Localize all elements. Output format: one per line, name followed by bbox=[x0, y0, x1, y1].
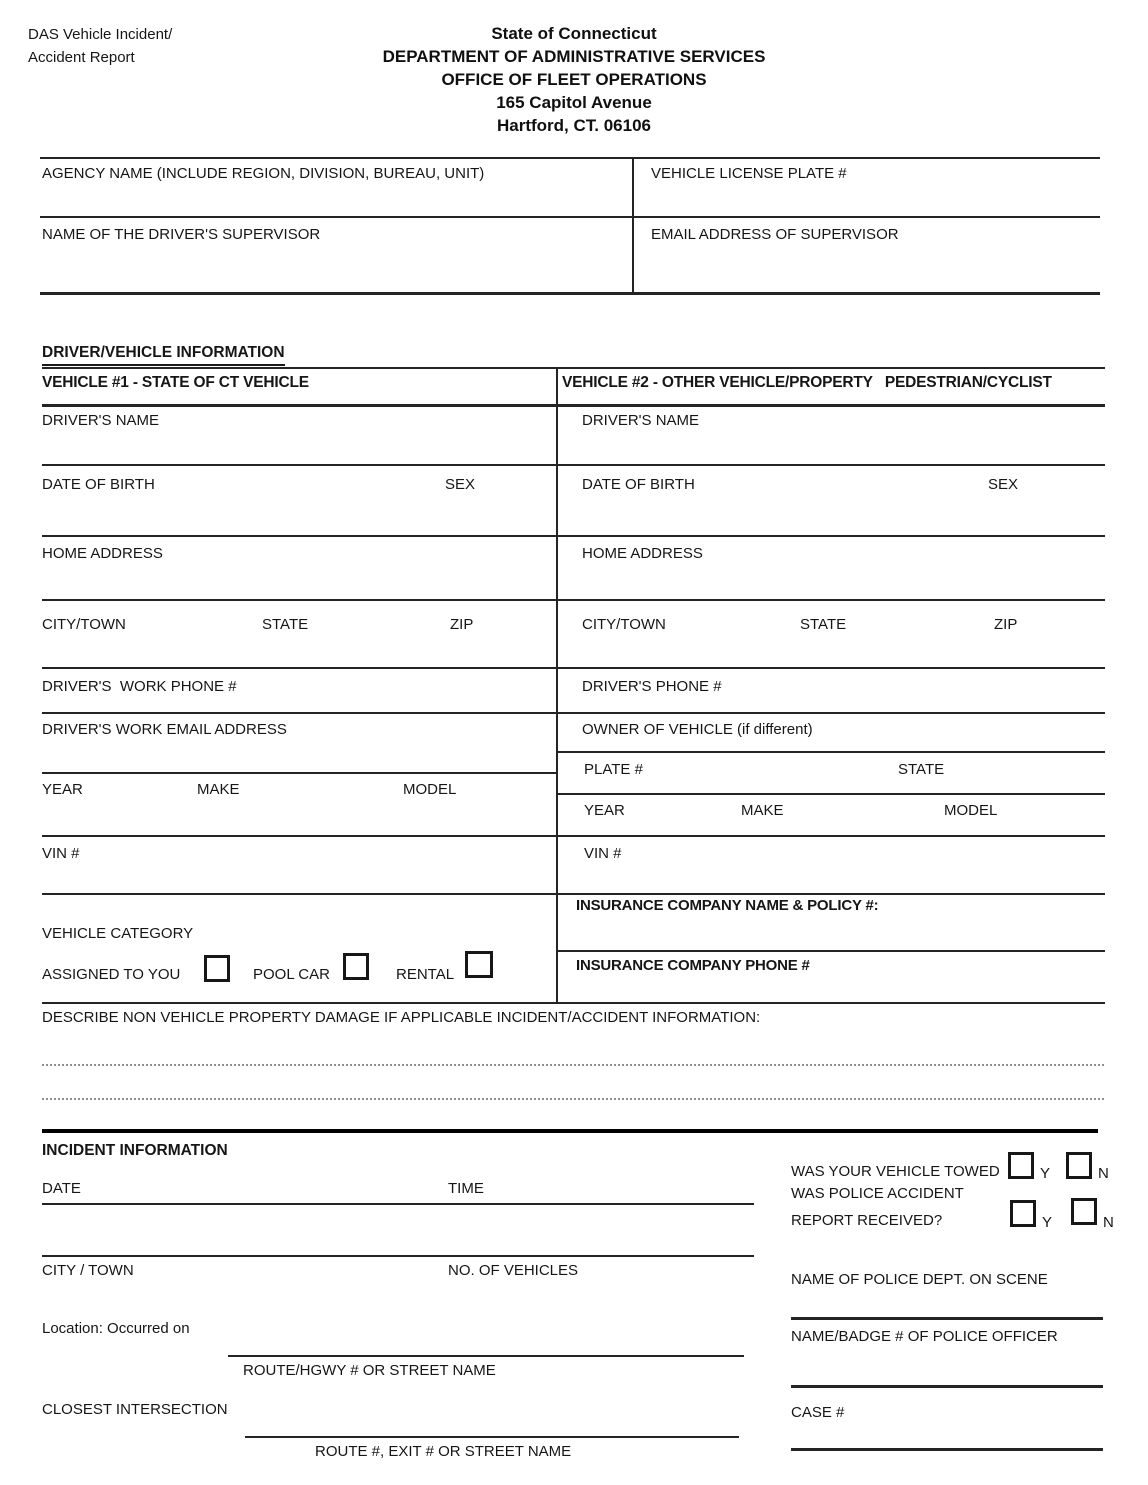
rental-checkbox[interactable] bbox=[465, 951, 493, 978]
v2-dob-label: DATE OF BIRTH bbox=[582, 476, 695, 493]
police-officer-label: NAME/BADGE # OF POLICE OFFICER bbox=[791, 1328, 1058, 1345]
dv-table-top-rule bbox=[42, 367, 1105, 369]
v2-year-label: YEAR bbox=[584, 802, 625, 819]
vehicle2-header: VEHICLE #2 - OTHER VEHICLE/PROPERTY PEDESTRIAN/CYCLIST bbox=[562, 374, 1052, 391]
intersection-write-line bbox=[245, 1436, 739, 1438]
v1-work-phone-label: DRIVER'S WORK PHONE # bbox=[42, 678, 237, 695]
v1-home-address-label: HOME ADDRESS bbox=[42, 545, 163, 562]
v2-phone-label: DRIVER'S PHONE # bbox=[582, 678, 722, 695]
v1-year-label: YEAR bbox=[42, 781, 83, 798]
rental-label: RENTAL bbox=[396, 966, 455, 983]
police-report-label-line2: REPORT RECEIVED? bbox=[791, 1212, 943, 1229]
dv-header-rule bbox=[42, 404, 1105, 407]
dv-rule bbox=[42, 667, 1105, 669]
org-state: State of Connecticut bbox=[491, 24, 657, 43]
dv-table-bottom-rule bbox=[42, 1002, 1105, 1004]
v2-make-label: MAKE bbox=[741, 802, 784, 819]
insurance-name-label: INSURANCE COMPANY NAME & POLICY #: bbox=[576, 897, 879, 914]
city-write-line bbox=[42, 1255, 754, 1257]
time-label: TIME bbox=[448, 1180, 484, 1197]
report-received-yes-checkbox[interactable] bbox=[1010, 1200, 1036, 1227]
write-in-dotted-line bbox=[42, 1098, 1104, 1100]
v2-home-address-label: HOME ADDRESS bbox=[582, 545, 703, 562]
v1-model-label: MODEL bbox=[403, 781, 457, 798]
vehicle-towed-label: WAS YOUR VEHICLE TOWED bbox=[791, 1163, 1000, 1180]
describe-damage-label: DESCRIBE NON VEHICLE PROPERTY DAMAGE IF APPLICABLE INCIDENT/ACCIDENT INFORMATION: bbox=[42, 1009, 761, 1026]
v1-drivers-name-label: DRIVER'S NAME bbox=[42, 412, 160, 429]
date-label: DATE bbox=[42, 1180, 81, 1197]
form-name-line2: Accident Report bbox=[28, 49, 135, 66]
v1-dob-label: DATE OF BIRTH bbox=[42, 476, 155, 493]
closest-intersection-label: CLOSEST INTERSECTION bbox=[42, 1401, 228, 1418]
dv-rule bbox=[42, 599, 1105, 601]
v1-work-email-label: DRIVER'S WORK EMAIL ADDRESS bbox=[42, 721, 287, 738]
police-dept-label: NAME OF POLICE DEPT. ON SCENE bbox=[791, 1271, 1048, 1288]
no-of-vehicles-label: NO. OF VEHICLES bbox=[448, 1262, 579, 1279]
vehicle-plate-label: VEHICLE LICENSE PLATE # bbox=[651, 165, 847, 182]
report-received-no-label: N bbox=[1103, 1214, 1114, 1231]
agency-name-label: AGENCY NAME (INCLUDE REGION, DIVISION, BUREAU, UNIT) bbox=[42, 165, 485, 182]
org-department: DEPARTMENT OF ADMINISTRATIVE SERVICES bbox=[382, 47, 766, 66]
police-dept-write-line bbox=[791, 1317, 1103, 1320]
v2-state-label: STATE bbox=[800, 616, 847, 633]
top-table-divider bbox=[632, 157, 634, 295]
report-received-no-checkbox[interactable] bbox=[1071, 1198, 1097, 1225]
location-occurred-label: Location: Occurred on bbox=[42, 1320, 190, 1337]
write-in-dotted-line bbox=[42, 1064, 1104, 1066]
org-city: Hartford, CT. 06106 bbox=[497, 116, 651, 135]
form-name-line1: DAS Vehicle Incident/ bbox=[28, 26, 173, 43]
case-number-write-line bbox=[791, 1448, 1103, 1451]
v1-state-label: STATE bbox=[262, 616, 309, 633]
route-hgwy-hint-label: ROUTE/HGWY # OR STREET NAME bbox=[243, 1362, 496, 1379]
dv-rule bbox=[42, 835, 1105, 837]
supervisor-name-label: NAME OF THE DRIVER'S SUPERVISOR bbox=[42, 226, 321, 243]
assigned-to-you-label: ASSIGNED TO YOU bbox=[42, 966, 181, 983]
towed-no-checkbox[interactable] bbox=[1066, 1152, 1092, 1179]
v2-plate-label: PLATE # bbox=[584, 761, 643, 778]
pool-car-checkbox[interactable] bbox=[343, 953, 369, 980]
insurance-phone-label: INSURANCE COMPANY PHONE # bbox=[576, 957, 810, 974]
vehicle-category-label: VEHICLE CATEGORY bbox=[42, 925, 194, 942]
pool-car-label: POOL CAR bbox=[253, 966, 330, 983]
route-exit-hint-label: ROUTE #, EXIT # OR STREET NAME bbox=[315, 1443, 572, 1460]
police-officer-write-line bbox=[791, 1385, 1103, 1388]
top-table-top-rule bbox=[40, 157, 1100, 159]
dv-rule bbox=[42, 893, 1105, 895]
v2-drivers-name-label: DRIVER'S NAME bbox=[582, 412, 700, 429]
incident-section-rule bbox=[42, 1129, 1098, 1133]
incident-city-label: CITY / TOWN bbox=[42, 1262, 134, 1279]
v2-sex-label: SEX bbox=[988, 476, 1019, 493]
dv-rule bbox=[42, 464, 1105, 466]
driver-vehicle-section-title: DRIVER/VEHICLE INFORMATION bbox=[42, 344, 285, 366]
top-table-bottom-rule bbox=[40, 292, 1100, 295]
supervisor-email-label: EMAIL ADDRESS OF SUPERVISOR bbox=[651, 226, 899, 243]
case-number-label: CASE # bbox=[791, 1404, 845, 1421]
vehicle1-header: VEHICLE #1 - STATE OF CT VEHICLE bbox=[42, 374, 309, 391]
date-time-write-line bbox=[42, 1203, 754, 1205]
v2-plate-state-label: STATE bbox=[898, 761, 945, 778]
dv-rule bbox=[42, 712, 1105, 714]
v2-city-label: CITY/TOWN bbox=[582, 616, 666, 633]
v1-make-label: MAKE bbox=[197, 781, 240, 798]
police-report-label-line1: WAS POLICE ACCIDENT bbox=[791, 1185, 964, 1202]
org-street: 165 Capitol Avenue bbox=[496, 93, 652, 112]
v1-zip-label: ZIP bbox=[450, 616, 474, 633]
v1-sex-label: SEX bbox=[445, 476, 476, 493]
v2-rule bbox=[558, 793, 1105, 795]
top-table-mid-rule bbox=[40, 216, 1100, 218]
v2-vin-label: VIN # bbox=[584, 845, 622, 862]
v1-city-label: CITY/TOWN bbox=[42, 616, 126, 633]
v1-vin-label: VIN # bbox=[42, 845, 80, 862]
towed-yes-label: Y bbox=[1040, 1165, 1051, 1182]
v2-model-label: MODEL bbox=[944, 802, 998, 819]
org-header bbox=[0, 22, 1148, 137]
dv-table-divider bbox=[556, 367, 558, 1004]
v1-rule bbox=[42, 772, 556, 774]
assigned-to-you-checkbox[interactable] bbox=[204, 955, 230, 982]
towed-no-label: N bbox=[1098, 1165, 1109, 1182]
report-received-yes-label: Y bbox=[1042, 1214, 1053, 1231]
v2-rule bbox=[558, 751, 1105, 753]
v2-rule bbox=[558, 950, 1105, 952]
org-office: OFFICE OF FLEET OPERATIONS bbox=[441, 70, 707, 89]
v2-zip-label: ZIP bbox=[994, 616, 1018, 633]
towed-yes-checkbox[interactable] bbox=[1008, 1152, 1034, 1179]
v2-owner-label: OWNER OF VEHICLE (if different) bbox=[582, 721, 813, 738]
route-write-line bbox=[228, 1355, 744, 1357]
incident-section-title: INCIDENT INFORMATION bbox=[42, 1142, 228, 1159]
dv-rule bbox=[42, 535, 1105, 537]
